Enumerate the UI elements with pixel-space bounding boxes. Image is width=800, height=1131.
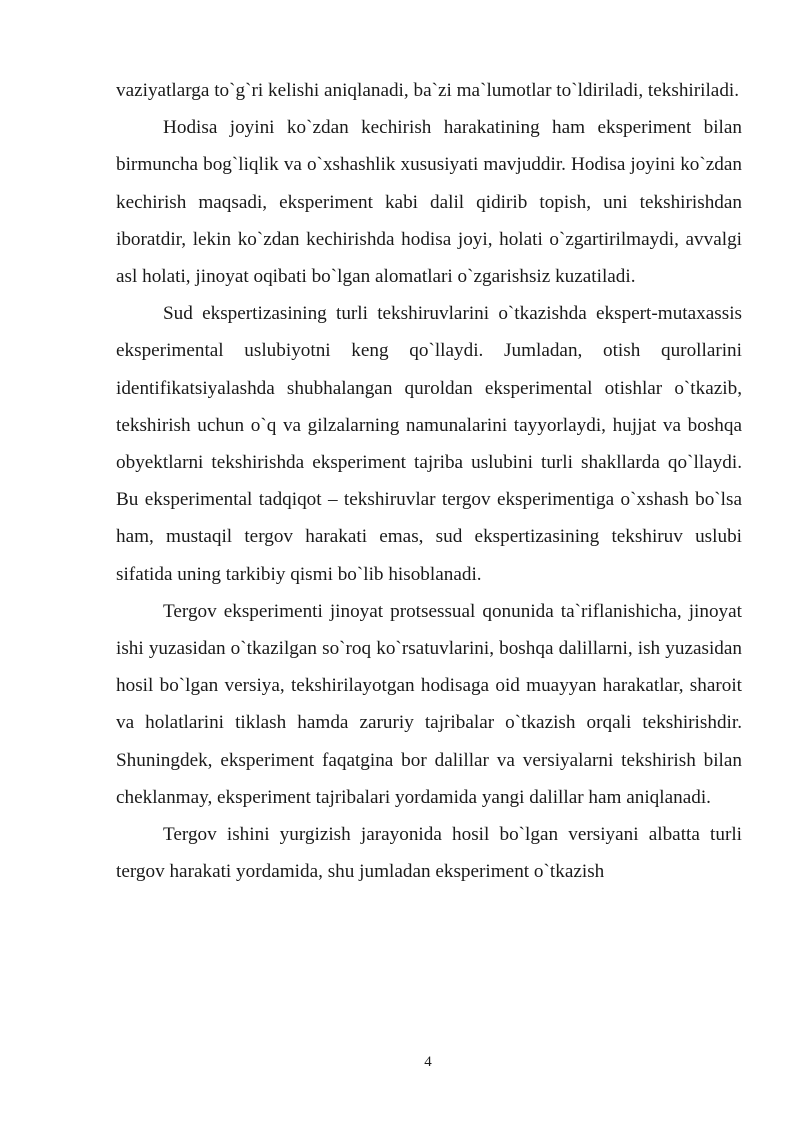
paragraph-tergov-eksperimenti: Tergov eksperimenti jinoyat protsessual qonunida ta`riflanishicha, jinoyat ishi yuzasidan o`tkazilgan so`roq ko`rsatuvlarini, boshqa dalillarni, ish yuzasidan hosil bo`lgan versiya, tekshirilayotgan hodisaga oid muayyan harakatlar, sharoit va holatlarini tiklash hamda zaruriy tajribalar o`tkazish orqali tekshirishdir. Shuningdek, eksperiment faqatgina bor dalillar va versiyalarni tekshirish bilan cheklanmay, eksperiment tajribalari yordamida yangi dalillar ham aniqlanadi. <box>116 600 742 808</box>
paragraph-continuation: vaziyatlarga to`g`ri kelishi aniqlanadi, ba`zi ma`lumotlar to`ldiriladi, tekshiriladi. <box>116 80 740 101</box>
paragraph-hodisa-joyi: Hodisa joyini ko`zdan kechirish harakatining ham eksperiment bilan birmuncha bog`liqlik va o`xshashlik xususiyati mavjuddir. Hodisa joyini ko`zdan kechirish maqsadi, eksperiment kabi dalil qidirib topish, uni tekshirishdan iboratdir, lekin ko`zdan kechirishda hodisa joyi, holati o`zgartirilmaydi, avvalgi asl holati, jinoyat oqibati bo`lgan alomatlari o`zgarishsiz kuzatiladi. <box>116 117 742 288</box>
paragraph-sud-ekspertizasi: Sud ekspertizasining turli tekshiruvlarini o`tkazishda ekspert-mutaxassis eksperimental uslubiyotni keng qo`llaydi. Jumladan, otish qurollarini identifikatsiyalashda shubhalangan quroldan eksperimental otishlar o`tkazib, tekshirish uchun o`q va gilzalarning namunalarini tayyorlaydi, hujjat va boshqa obyektlarni tekshirishda eksperiment tajriba uslubini turli shakllarda qo`llaydi. Bu eksperimental tadqiqot – tekshiruvlar tergov eksperimentiga o`xshash bo`lsa ham, mustaqil tergov harakati emas, sud ekspertizasining tekshiruv uslubi sifatida uning tarkibiy qismi bo`lib hisoblanadi. <box>116 303 742 585</box>
paragraph-tergov-ishini: Tergov ishini yurgizish jarayonida hosil bo`lgan versiyani albatta turli tergov harakati yordamida, shu jumladan eksperiment o`tkazish <box>116 824 742 883</box>
page-number: 4 <box>424 1054 432 1070</box>
body-text <box>116 72 742 890</box>
